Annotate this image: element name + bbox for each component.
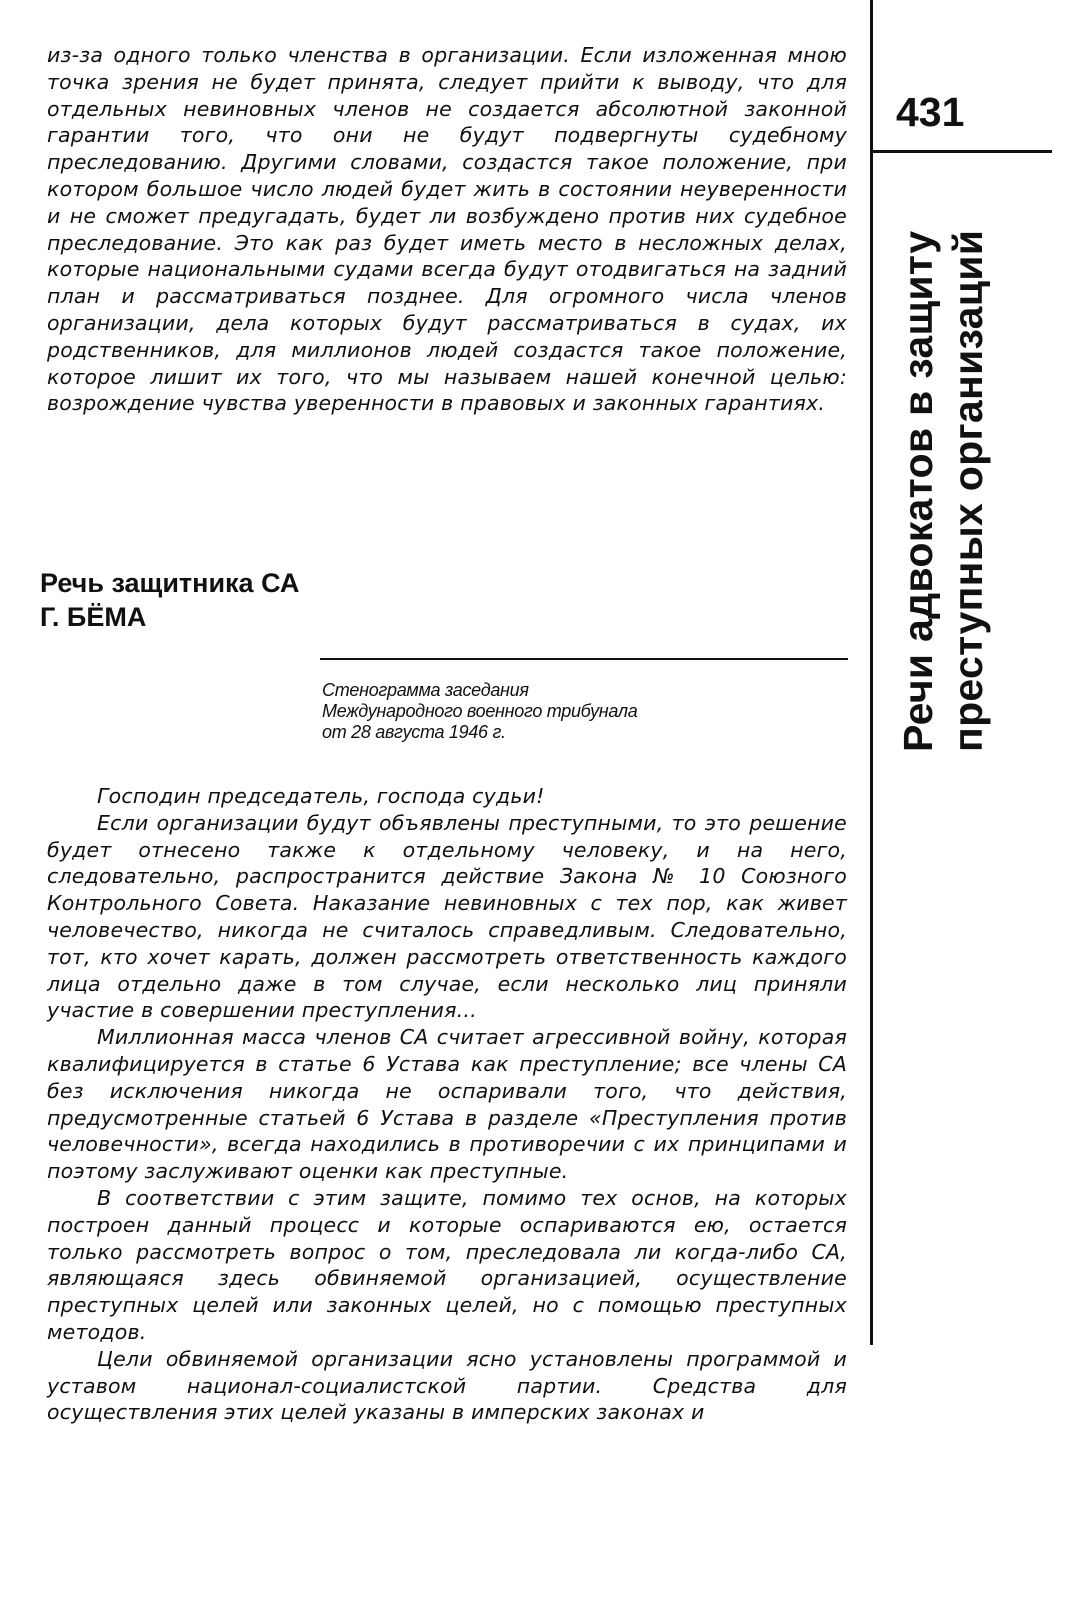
speech-title <box>40 566 299 634</box>
title-divider <box>320 658 848 660</box>
speech-paragraph: Цели обвиняемой организации ясно установлены программой и уставом национал-социалистской партии. Средства для осуществления этих целей указаны в имперских законах и <box>47 1346 847 1425</box>
speech-paragraph: Миллионная масса членов СА считает агрессивной войну, которая квалифицируется в статье 6 Устава как преступление; все члены СА без исключения никогда не оспаривали того, что действия, предусмотренные статьей 6 Устава в разделе «Преступления против человечности», всегда находились в противоречии с их принципами и поэтому заслуживают оценки как преступные. <box>47 1025 847 1184</box>
source-line: Международного военного трибунала <box>322 701 638 721</box>
speech-paragraph: В соответствии с этим защите, помимо тех основ, на которых построен данный процесс и которые оспариваются ею, остается только рассмотреть вопрос о том, преследовала ли когда-либо СА, являющаяся здесь обвиняемой организацией, осуществление преступных целей или законных целей, но с помощью преступных методов. <box>47 1185 847 1344</box>
source-line: Стенограмма заседания <box>322 680 529 700</box>
page-number: 431 <box>896 89 965 135</box>
speech-body <box>47 783 847 1426</box>
source-note <box>322 680 842 743</box>
running-head-line: преступных организаций <box>945 229 991 752</box>
intro-paragraph: из-за одного только членства в организации. Если изложенная мною точка зрения не будет принята, следует прийти к выводу, что для отдельных невиновных членов не создается абсолютной законной гарантии того, что они не будут подвергнуты судебному преследованию. Другими словами, создастся такое положение, при котором большое число людей будет жить в состоянии неуверенности и не сможет предугадать, будет ли возбуждено против них судебное преследование. Это как раз будет иметь место в несложных делах, которые национальными судами всегда будут отодвигаться на задний план и рассматриваться позднее. Для огромного числа членов организации, дела которых будут рассматриваться в судах, их родственников, для миллионов людей создастся такое положение, которое лишит их того, что мы называем нашей конечной целью: возрождение чувства уверенности в правовых и законных гарантиях. <box>47 43 847 416</box>
source-date: от 28 августа 1946 г. <box>322 722 506 742</box>
running-head <box>893 152 993 752</box>
salutation: Господин председатель, господа судьи! <box>97 784 545 808</box>
speech-paragraph: Если организации будут объявлены преступными, то это решение будет отнесено также к отдельному человеку, и на него, следовательно, распространится действие Закона № 10 Союзного Контрольного Совета. Наказание невиновных с тех пор, как живет человечество, никогда не считалось справедливым. Следовательно, тот, кто хочет карать, должен рассмотреть ответственность каждого лица отдельно даже в том случае, если несколько лиц приняли участие в совершении преступления... <box>47 810 847 1023</box>
margin-rule-vertical <box>870 0 873 1345</box>
intro-section <box>47 42 847 417</box>
speech-title-line: Речь защитника СА <box>40 568 300 598</box>
speech-author: Г. БЁМА <box>40 602 147 632</box>
running-head-line: Речи адвокатов в защиту <box>895 230 941 752</box>
